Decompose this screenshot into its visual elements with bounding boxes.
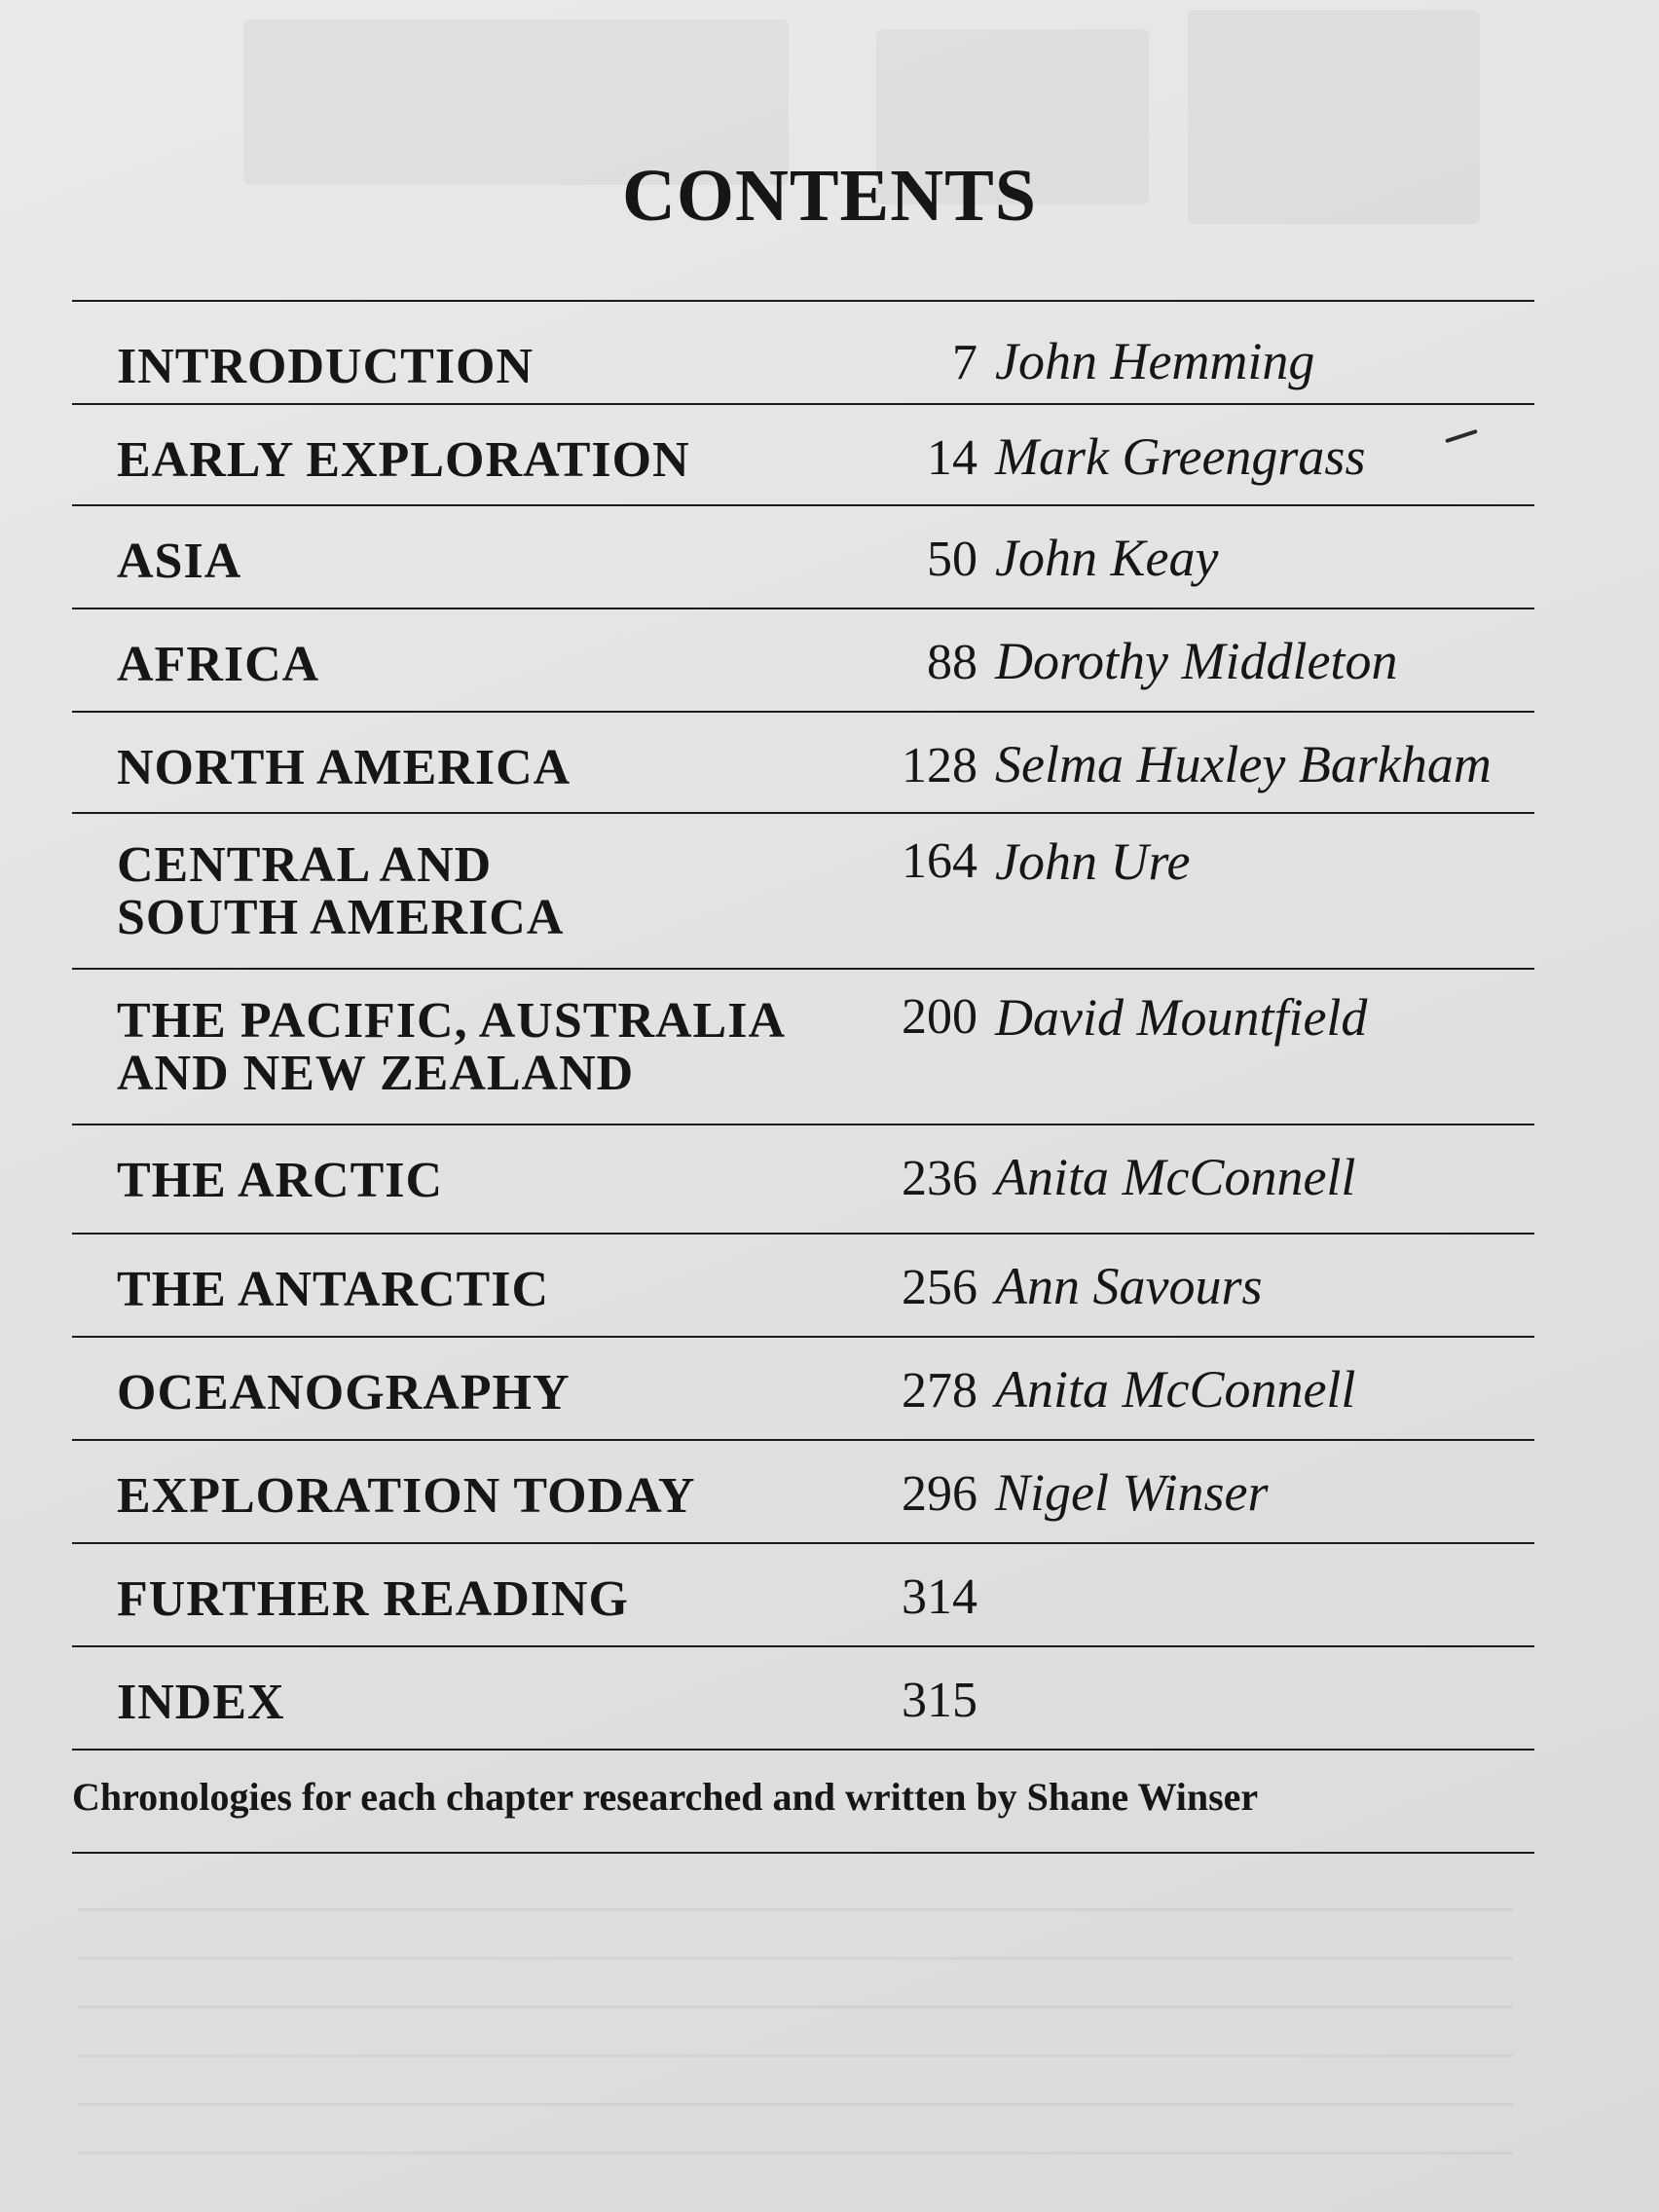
chapter-title: THE PACIFIC, AUSTRALIA AND NEW ZEALAND [117, 993, 787, 1101]
page-number: 88 [927, 635, 977, 690]
chapter-author: Anita McConnell [995, 1148, 1356, 1206]
toc-row-arctic [72, 1124, 1534, 1233]
toc-row-exploration-today [72, 1439, 1534, 1542]
toc-row-asia [72, 504, 1534, 608]
chapter-title: CENTRAL AND SOUTH AMERICA [117, 837, 565, 945]
chapter-author: Dorothy Middleton [995, 632, 1398, 690]
page-number: 314 [902, 1569, 977, 1625]
chapter-title: THE ANTARCTIC [117, 1262, 550, 1317]
toc-row-introduction [72, 300, 1534, 403]
bleed-through-line [78, 1957, 1513, 1960]
page-number: 50 [927, 532, 977, 587]
chapter-author: John Keay [995, 529, 1219, 587]
toc-row-central-south-america [72, 812, 1534, 968]
page-number: 14 [927, 430, 977, 486]
chapter-title: ASIA [117, 534, 242, 589]
chapter-title: NORTH AMERICA [117, 740, 571, 795]
contents-table [72, 300, 1534, 1854]
page-number: 200 [902, 989, 977, 1045]
toc-row-early-exploration [72, 403, 1534, 504]
bleed-through-line [78, 2054, 1513, 2057]
toc-row-index [72, 1645, 1534, 1751]
chapter-title: EARLY EXPLORATION [117, 432, 690, 488]
toc-row-pacific [72, 968, 1534, 1124]
bleed-through-line [78, 2006, 1513, 2009]
toc-row-oceanography [72, 1336, 1534, 1439]
chapter-author: Selma Huxley Barkham [995, 735, 1492, 793]
chronologies-credit [72, 1751, 1534, 1854]
chapter-author: John Hemming [995, 332, 1315, 390]
page-number: 256 [902, 1260, 977, 1315]
bleed-through-line [78, 2152, 1513, 2155]
page-number: 315 [902, 1673, 977, 1728]
chapter-title: INTRODUCTION [117, 339, 535, 394]
credit-text: Chronologies for each chapter researched and written by Shane Winser [72, 1775, 1259, 1819]
chapter-title: THE ARCTIC [117, 1153, 444, 1208]
chapter-title: EXPLORATION TODAY [117, 1468, 696, 1524]
chapter-author: Mark Greengrass [995, 427, 1366, 486]
bleed-through-line [78, 1908, 1513, 1911]
page-number: 278 [902, 1363, 977, 1419]
page-number: 296 [902, 1466, 977, 1522]
page-title: CONTENTS [621, 155, 1038, 237]
chapter-title: AFRICA [117, 637, 320, 692]
chapter-author: David Mountfield [995, 988, 1368, 1047]
chapter-title: OCEANOGRAPHY [117, 1365, 571, 1420]
chapter-title: INDEX [117, 1675, 285, 1730]
toc-row-antarctic [72, 1233, 1534, 1336]
chapter-author: Nigel Winser [995, 1463, 1269, 1522]
page-number: 236 [902, 1151, 977, 1206]
page-number: 7 [952, 335, 977, 390]
page-number: 128 [902, 738, 977, 793]
chapter-author: Ann Savours [995, 1257, 1263, 1315]
chapter-title: FURTHER READING [117, 1571, 629, 1627]
bleed-through-line [78, 2103, 1513, 2106]
toc-row-africa [72, 608, 1534, 711]
page-number: 164 [902, 833, 977, 889]
toc-row-further-reading [72, 1542, 1534, 1645]
chapter-author: John Ure [995, 832, 1191, 891]
chapter-author: Anita McConnell [995, 1360, 1356, 1419]
toc-row-north-america [72, 711, 1534, 812]
